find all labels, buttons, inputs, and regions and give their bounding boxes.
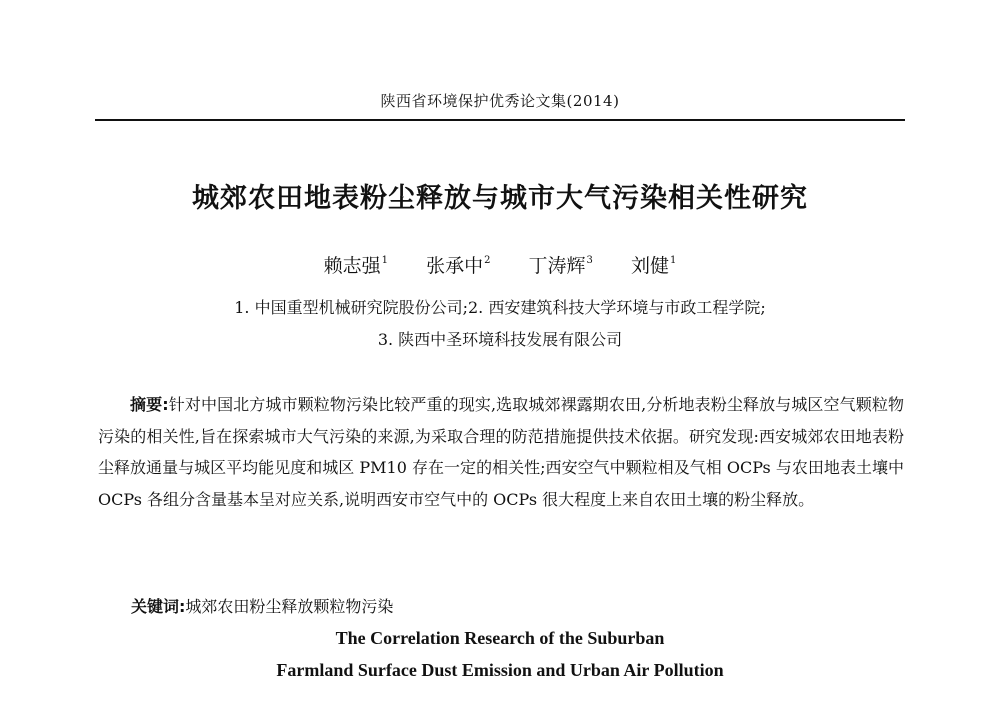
- author-affil-mark: 3: [586, 255, 593, 266]
- author-list: [95, 251, 905, 278]
- english-title-line: The Correlation Research of the Suburban: [335, 628, 665, 648]
- paper-title: 城郊农田地表粉尘释放与城市大气污染相关性研究: [192, 183, 808, 214]
- abstract-text: 针对中国北方城市颗粒物污染比较严重的现实,选取城郊裸露期农田,分析地表粉尘释放与城区空气颗粒物污染的相关性,旨在探索城市大气污染的来源,为采取合理的防范措施提供技术依据。研究发现:西安城郊农田地表粉尘释放通量与城区平均能见度和城区 PM10 存在一定的相关性;西安空气中颗粒相及气相 OCPs 与农田地表土壤中 OCPs 各组分含量基本呈对应关系,说明西安市空气中的 OCPs 很大程度上来自农田土壤的粉尘释放。: [98, 395, 904, 509]
- author-name: 张承中: [426, 255, 484, 277]
- abstract-label: 摘要:: [130, 395, 169, 414]
- author: [426, 251, 490, 278]
- english-title-line: Farmland Surface Dust Emission and Urban Air Pollution: [276, 660, 724, 680]
- author-name: 丁涛辉: [528, 255, 586, 277]
- author-affil-mark: 1: [381, 255, 389, 266]
- author-name: 赖志强: [323, 255, 381, 277]
- author: [529, 251, 593, 278]
- author: [631, 251, 676, 278]
- affiliation-line: 1. 中国重型机械研究院股份公司;2. 西安建筑科技大学环境与市政工程学院;: [234, 298, 766, 317]
- affiliation-line: 3. 陕西中圣环境科技发展有限公司: [377, 330, 623, 349]
- header-rule: [95, 119, 905, 121]
- author-name: 刘健: [630, 255, 669, 277]
- author-affil-mark: 1: [669, 255, 677, 266]
- author: [324, 251, 388, 278]
- keywords-text: 城郊农田粉尘释放颗粒物污染: [185, 597, 394, 616]
- running-head: 陕西省环境保护优秀论文集(2014): [380, 92, 620, 110]
- author-affil-mark: 2: [484, 255, 491, 266]
- abstract: [98, 389, 904, 515]
- keywords: [131, 594, 901, 617]
- keywords-label: 关键词:: [131, 597, 186, 616]
